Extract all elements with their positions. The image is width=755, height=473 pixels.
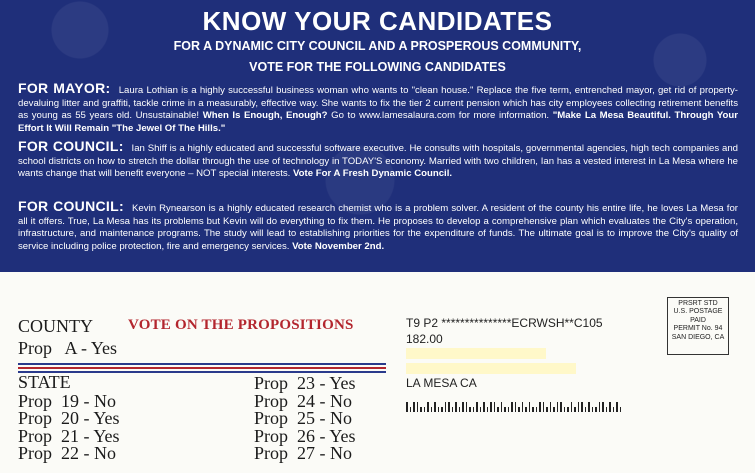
mail-sort-line: T9 P2 ***************ECRWSH**C105 [406,316,603,330]
postal-barcode [406,402,621,412]
barcode-bar [578,402,580,412]
barcode-bar [441,407,443,412]
barcode-bar [609,402,611,412]
council-paragraph-1 [18,140,738,181]
barcode-bar [473,407,475,412]
state-prop-21: Prop 21 - Yes [18,426,120,446]
barcode-bar [455,402,457,412]
barcode-bar [571,402,573,412]
barcode-bar [494,402,496,412]
stamp-line-3: PAID [690,316,706,324]
barcode-bar [413,402,415,412]
barcode-bar [406,402,408,412]
state-prop-19: Prop 19 - No [18,391,116,411]
barcode-bar [448,402,450,412]
barcode-bar [553,407,555,412]
barcode-bar [595,407,597,412]
mail-code-line: 182.00 [406,332,443,346]
mayor-text: Laura Lothian is a highly successful business woman who wants to "clean house." Replace the five term, entrenched mayor, get rid of property-devaluing litter and graffiti, tackle crime in a measurably, effective way. She wants to fix the tier 2 current pension which has city employees collecting retirement benefits as young as 55 years old. Unsustainable! [18,85,738,122]
barcode-bar [434,402,436,412]
barcode-bar [497,407,499,412]
mailing-panel [0,272,755,473]
stamp-line-2: U.S. POSTAGE [673,308,723,316]
barcode-bar [599,402,601,412]
mail-city: LA MESA CA [406,376,477,390]
mayor-paragraph [18,82,738,135]
vote-propositions-heading: VOTE ON THE PROPOSITIONS [128,317,354,333]
barcode-bar [515,402,517,412]
barcode-bar [539,402,541,412]
barcode-bar [469,407,471,412]
barcode-bar [424,407,426,412]
county-label: COUNTY [18,316,93,336]
barcode-bar [585,407,587,412]
barcode-bar [522,402,524,412]
page-title: KNOW YOUR CANDIDATES [202,6,553,36]
state-prop-22: Prop 22 - No [18,443,116,463]
barcode-bar [504,407,506,412]
state-prop-23: Prop 23 - Yes [254,373,356,393]
mayor-website-text: Go to www.lamesalaura.com for more information. [331,110,550,122]
subtitle-line-1: FOR A DYNAMIC CITY COUNCIL AND A PROSPEROUS COMMUNITY, [173,39,582,53]
council-heading-2: FOR COUNCIL: [18,198,124,214]
mayor-heading: FOR MAYOR: [18,80,111,96]
barcode-bar [508,407,510,412]
state-prop-26: Prop 26 - Yes [254,426,356,446]
barcode-bar [483,402,485,412]
barcode-bar [490,402,492,412]
state-prop-27: Prop 27 - No [254,443,352,463]
barcode-bar [487,407,489,412]
stamp-line-5: SAN DIEGO, CA [671,333,725,341]
council-slogan-2: Vote November 2nd. [292,240,385,252]
barcode-bar [616,402,618,412]
barcode-bar [529,402,531,412]
barcode-bar [431,407,433,412]
postage-permit-stamp [667,297,729,355]
barcode-bar [560,402,562,412]
barcode-bar [452,407,454,412]
barcode-bar [606,407,608,412]
barcode-bar [417,402,419,412]
barcode-bar [602,402,604,412]
state-prop-20: Prop 20 - Yes [18,408,120,428]
barcode-bar [613,407,615,412]
barcode-bar [480,407,482,412]
barcode-bar [546,407,548,412]
council-heading-1: FOR COUNCIL: [18,138,124,154]
barcode-bar [574,407,576,412]
barcode-bar [543,402,545,412]
mayor-quote: "Make La Mesa Beautiful. Through Your Effort It Will Remain "The Jewel Of The Hills." [18,110,739,134]
barcode-bar [550,402,552,412]
barcode-bar [438,407,440,412]
state-label: STATE [18,372,71,392]
council-paragraph-2 [18,200,738,253]
barcode-bar [518,407,520,412]
barcode-bar [567,407,569,412]
barcode-bar [525,407,527,412]
redacted-name [406,348,546,359]
barcode-bar [564,407,566,412]
barcode-bar [501,402,503,412]
barcode-bar [536,407,538,412]
council-text-2: Kevin Rynearson is a highly educated research chemist who is a problem solver. A resident of the county his entire life, he loves La Mesa for all it offers. True, La Mesa has its problems but Kevin will do everything to fix them. He proposes to develop a comprehensive plan which evaluates the City's operation, infrastructure, and maintenance programs. The study will lead to establishing priorities for the expenditure of funds. The ultimate goal is to improve the City's quality of service including police protection, fire and emergency services. [18,203,738,252]
stamp-line-1: PRSRT STD [678,300,718,307]
barcode-bar [511,402,513,412]
barcode-bar [476,402,478,412]
barcode-bar [557,402,559,412]
barcode-bar [410,407,412,412]
barcode-bar [581,402,583,412]
barcode-bar [592,407,594,412]
state-prop-25: Prop 25 - No [254,408,352,428]
barcode-bar [420,407,422,412]
stamp-line-4: PERMIT No. 94 [673,325,723,333]
barcode-bar [459,407,461,412]
redacted-address [406,363,576,374]
council-text-1: Ian Shiff is a highly educated and successful software executive. He consults with hospitals, governmental agencies, high tech companies and school districts on how to stretch the dollar through the use of technology in TODAY'S economy. Married with two children, Ian has a vested interest in La Mesa where he wants change that will benefit everyone – NOT special interests. [18,143,739,180]
mayor-slogan: When Is Enough, Enough? [202,110,328,122]
county-prop-a: Prop A - Yes [18,338,118,358]
barcode-bar [532,407,534,412]
subtitle-line-2: VOTE FOR THE FOLLOWING CANDIDATES [249,60,506,74]
barcode-bar [427,402,429,412]
barcode-bar [462,402,464,412]
council-slogan-1: Vote For A Fresh Dynamic Council. [293,168,453,180]
state-prop-24: Prop 24 - No [254,391,352,411]
barcode-bar [466,402,468,412]
barcode-bar [620,407,622,412]
barcode-bar [588,402,590,412]
barcode-bar [445,402,447,412]
